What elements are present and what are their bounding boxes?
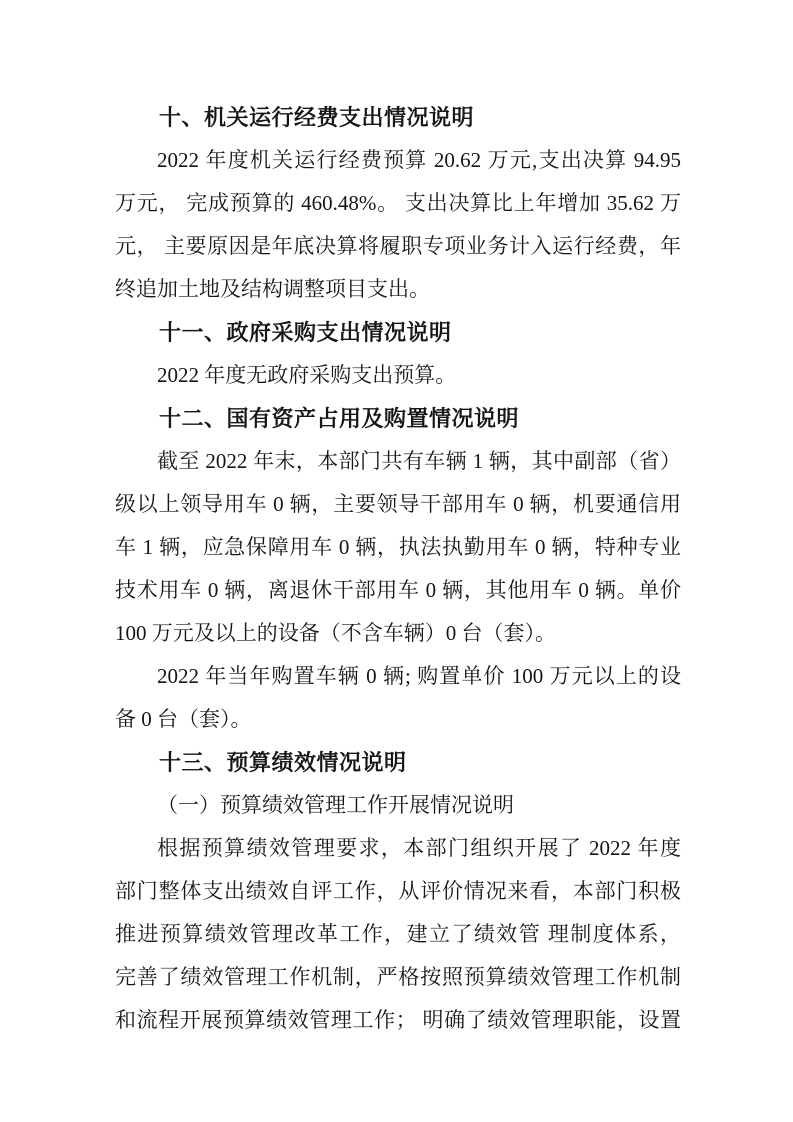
text-line: 完善了绩效管理工作机制，严格按照预算绩效管理工作机制 [115,965,681,989]
section-heading: 十二、国有资产占用及购置情况说明 [159,406,520,431]
text-line: 100 万元及以上的设备（不含车辆）0 台（套）。 [115,621,556,645]
section-heading: 十三、预算绩效情况说明 [159,750,407,775]
paragraph [115,827,681,1042]
text-line: 和流程开展预算绩效管理工作； 明确了绩效管理职能，设置 [115,1008,681,1032]
text-line: 部门整体支出绩效自评工作，从评价情况来看，本部门积极 [115,879,681,903]
text-line: 备 0 台（套）。 [115,707,252,731]
section-heading: 十、机关运行经费支出情况说明 [159,105,475,130]
text-line: 级以上领导用车 0 辆，主要领导干部用车 0 辆，机要通信用 [115,492,681,516]
text-line: 元， 主要原因是年底决算将履职专项业务计入运行经费，年 [115,234,681,258]
section-heading: 十一、政府采购支出情况说明 [159,320,452,345]
text-line: 2022 年当年购置车辆 0 辆; 购置单价 100 万元以上的设 [157,664,681,688]
subsection-heading [115,784,681,827]
document-content [115,96,681,1042]
text-line: 2022 年度无政府采购支出预算。 [157,363,457,387]
paragraph [115,440,681,655]
text-line: 推进预算绩效管理改革工作，建立了绩效管 理制度体系， [115,922,681,946]
text-line: 万元， 完成预算的 460.48%。 支出决算比上年增加 35.62 万 [115,191,681,215]
text-line: 终追加土地及结构调整项目支出。 [115,277,430,301]
text-line: 车 1 辆，应急保障用车 0 辆，执法执勤用车 0 辆，特种专业 [115,535,681,559]
text-line: 根据预算绩效管理要求，本部门组织开展了 2022 年度 [157,836,681,860]
text-line: 截至 2022 年末，本部门共有车辆 1 辆，其中副部（省） [157,449,681,473]
paragraph [115,655,681,741]
paragraph [115,139,681,311]
text-line: 2022 年度机关运行经费预算 20.62 万元,支出决算 94.95 [157,148,681,172]
text-line: 技术用车 0 辆，离退休干部用车 0 辆，其他用车 0 辆。单价 [115,578,681,602]
paragraph [115,354,681,397]
text-line: （一）预算绩效管理工作开展情况说明 [157,793,514,817]
